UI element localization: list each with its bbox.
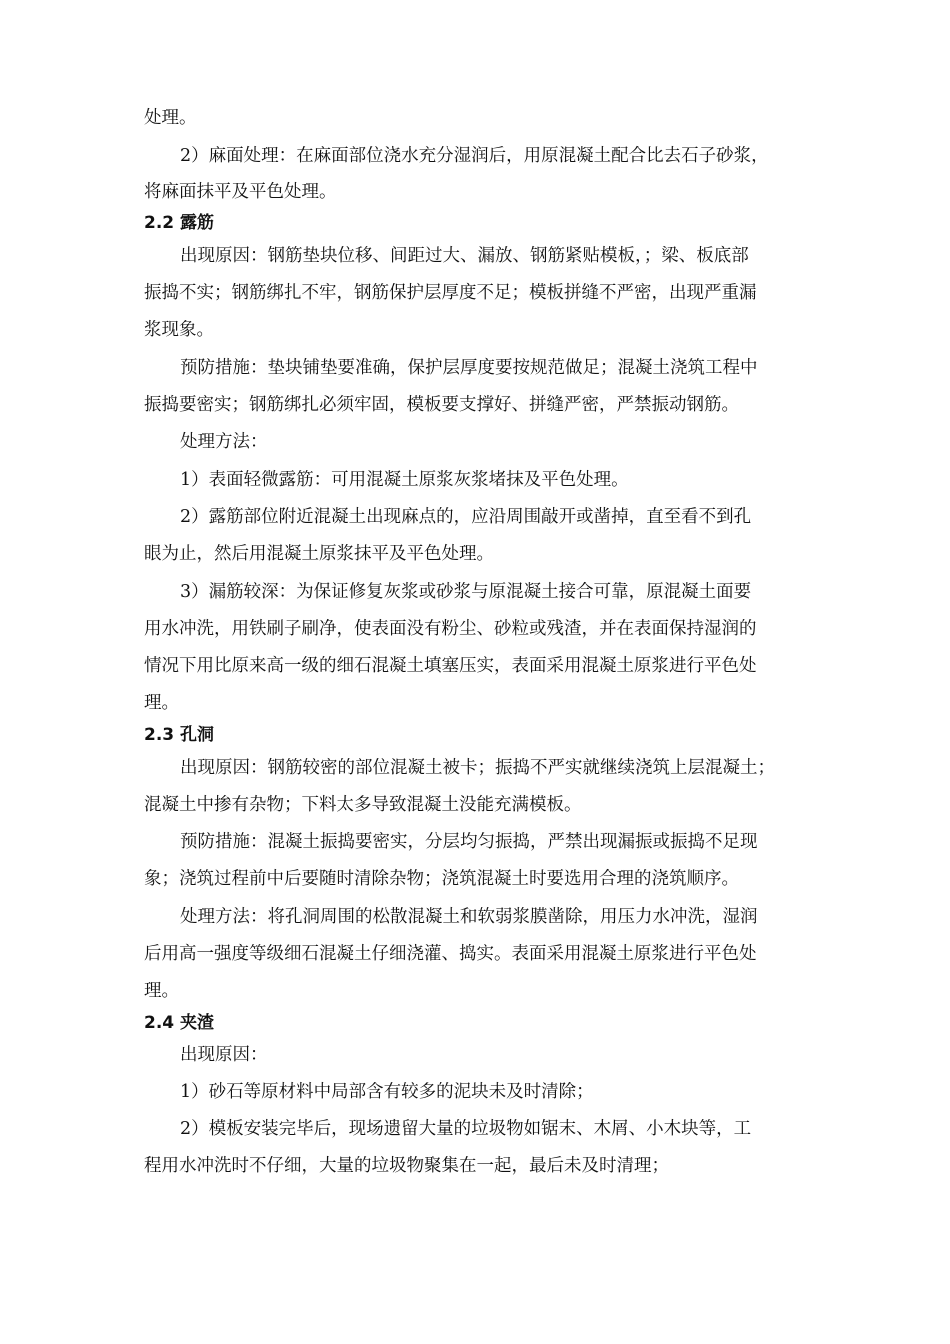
- paragraph-line: 情况下用比原来高一级的细石混凝土填塞压实，表面采用混凝土原浆进行平色处: [144, 656, 757, 676]
- paragraph-line: 预防措施：混凝土振捣要密实，分层均匀振捣，严禁出现漏振或振捣不足现: [180, 832, 758, 852]
- paragraph-line: 浆现象。: [144, 320, 214, 340]
- paragraph-line: 振捣要密实；钢筋绑扎必须牢固，模板要支撑好、拼缝严密，严禁振动钢筋。: [144, 395, 739, 415]
- paragraph-line: 1）砂石等原材料中局部含有较多的泥块未及时清除；: [180, 1082, 594, 1102]
- paragraph-line: 预防措施：垫块铺垫要准确，保护层厚度要按规范做足；混凝土浇筑工程中: [180, 358, 758, 378]
- paragraph-line: 理。: [144, 981, 179, 1001]
- paragraph-line: 用水冲洗，用铁刷子刷净，使表面没有粉尘、砂粒或残渣，并在表面保持湿润的: [144, 619, 757, 639]
- section-heading: 2.3 孔洞: [144, 725, 215, 745]
- section-heading: 2.2 露筋: [144, 213, 215, 233]
- paragraph-line: 将麻面抹平及平色处理。: [144, 182, 337, 202]
- paragraph-line: 3）漏筋较深：为保证修复灰浆或砂浆与原混凝土接合可靠，原混凝土面要: [180, 582, 752, 602]
- paragraph-line: 后用高一强度等级细石混凝土仔细浇灌、捣实。表面采用混凝土原浆进行平色处: [144, 944, 757, 964]
- paragraph-line: 处理方法：: [180, 432, 268, 452]
- paragraph-line: 程用水冲洗时不仔细，大量的垃圾物聚集在一起，最后未及时清理；: [144, 1156, 669, 1176]
- section-heading: 2.4 夹渣: [144, 1013, 215, 1033]
- paragraph-line: 2）模板安装完毕后，现场遗留大量的垃圾物如锯末、木屑、小木块等，工: [180, 1119, 752, 1139]
- paragraph-line: 眼为止，然后用混凝土原浆抹平及平色处理。: [144, 544, 494, 564]
- paragraph-line: 出现原因：钢筋垫块位移、间距过大、漏放、钢筋紧贴模板，；梁、板底部: [180, 246, 749, 266]
- paragraph-line: 出现原因：钢筋较密的部位混凝土被卡；振捣不严实就继续浇筑上层混凝土；: [180, 758, 775, 778]
- paragraph-line: 振捣不实；钢筋绑扎不牢，钢筋保护层厚度不足；模板拼缝不严密，出现严重漏: [144, 283, 757, 303]
- paragraph-line: 理。: [144, 693, 179, 713]
- paragraph-line: 混凝土中掺有杂物；下料太多导致混凝土没能充满模板。: [144, 795, 582, 815]
- paragraph-line: 处理。: [144, 108, 197, 128]
- paragraph-line: 象；浇筑过程前中后要随时清除杂物；浇筑混凝土时要选用合理的浇筑顺序。: [144, 869, 739, 889]
- paragraph-line: 1）表面轻微露筋：可用混凝土原浆灰浆堵抹及平色处理。: [180, 470, 629, 490]
- paragraph-line: 2）麻面处理：在麻面部位浇水充分湿润后，用原混凝土配合比去石子砂浆，: [180, 146, 769, 166]
- paragraph-line: 处理方法：将孔洞周围的松散混凝土和软弱浆膜凿除，用压力水冲洗，湿润: [180, 907, 758, 927]
- paragraph-line: 出现原因：: [180, 1045, 268, 1065]
- paragraph-line: 2）露筋部位附近混凝土出现麻点的，应沿周围敲开或凿掉，直至看不到孔: [180, 507, 752, 527]
